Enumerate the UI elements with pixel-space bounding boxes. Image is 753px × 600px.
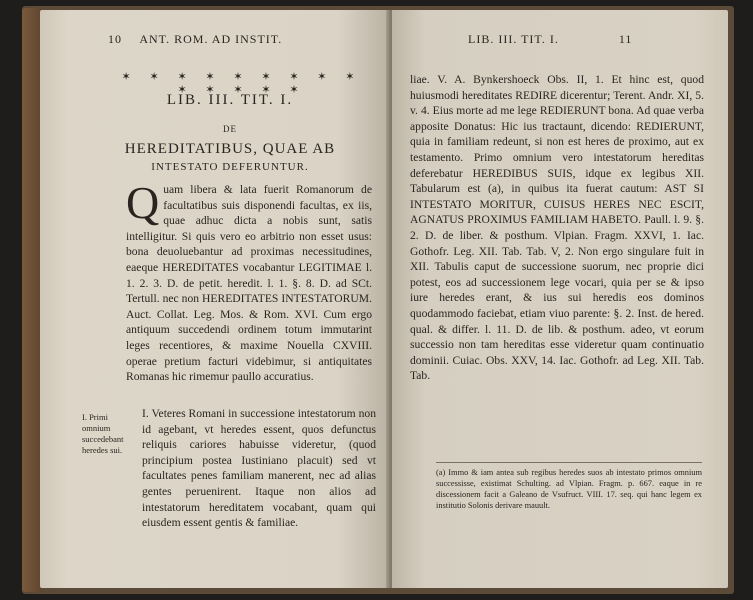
book-title: LIB. III. TIT. I.: [166, 92, 294, 108]
chapter-heading: [80, 140, 380, 176]
right-running-header: [468, 32, 632, 47]
drop-cap: Q: [126, 177, 160, 228]
margin-note: I. Primi omnium succedebant heredes sui.: [82, 412, 124, 455]
chapter-heading-line2: INTESTATO DEFERUNTUR.: [151, 161, 309, 173]
footnote: (a) Immo & iam antea sub regibus heredes suos ab intestato primos omnium successisse, existimat Schulting. ad Vlpian. Fragm. p. 667. eaque in re discessionem facit a Galeano de Vsufruct. VIII. 17. seq. qui hanc legem ex institutio Solonis derivare mauult.: [436, 462, 702, 511]
heading-de: DE: [223, 124, 237, 134]
right-page-number: 11: [618, 32, 633, 46]
left-running-head: ANT. ROM. AD INSTIT.: [139, 32, 283, 46]
right-running-head: LIB. III. TIT. I.: [468, 32, 559, 46]
left-page: [40, 10, 390, 588]
left-running-header: [108, 32, 282, 47]
ornament-row: ✶ ✶ ✶ ✶ ✶ ✶ ✶ ✶ ✶ ✶ ✶ ✶ ✶ ✶: [121, 71, 363, 96]
intro-paragraph: [126, 177, 372, 385]
chapter-heading-line1: HEREDITATIBUS, QUAE AB: [124, 141, 336, 157]
intro-text: uam libera & lata fuerit Romanorum de facultatibus suis disponendi facultas, ex iis, quae adhuc dicta a nobis sunt, satis intelligitur. Si quis vero eo arbitrio non esset usus: bona deuoluebantur ad proximas necessitudines, eaeque HEREDITATES vocabantur LEGITIMAE l. 1. 2. 3. D. de petit. heredit. l. 1. §. 8. D. ad SCt. Tertull. nec non HEREDITATES INTESTATORUM. Auct. Collat. Leg. Mos. & Rom. XVI. Cum ergo antiquum succedendi ordinem totum immutarint leges recentiores, & maxime Nouella CXVIII. operae pretium facturi videbimur, si antiquitates Romanas hic rimemur paullo accuratius.: [126, 183, 372, 384]
left-page-number: 10: [108, 32, 122, 46]
section-1-paragraph: I. Veteres Romani in successione intestatorum non id agebant, vt heredes essent, quos defunctus reliquis cariores habuisse videretur, (quod principium postea Iustiniano placuit) sed vt facultates penes familiam manerent, nec ad alias gentes peruenirent. Itaque non alios ad intestatorum hereditatem vocabant, quam qui eiusdem essent gentis & familiae.: [142, 407, 376, 530]
book-cover-edge: [22, 8, 42, 592]
right-body-text: liae. V. A. Bynkershoeck Obs. II, 1. Et hinc est, quod huiusmodi hereditates REDIRE dicerentur; Terent. Andr. XI, 5. v. 4. Eius morte ad me lege REDIERUNT bona. Ad quae verba apposite Donatus: Hic ius tractaunt, dicendo: REDIERUNT, quia in familiam redeunt, si non est heres de proximo, aut ex testamento. Primo omnium vero intestatorum hereditas deferebatur HEREDIBUS SUIS, idque ex legibus XII. Tabularum est (a), in quibus ita fuerat cautum: AST SI INTESTATO MORITUR, CUISUS HERES NEC ESCIT, AGNATUS PROXIMUS FAMILIAM HABETO. Paull. l. 9. §. 2. D. de liber. & posthum. Vlpian. Fragm. XXVI, 1. Iac. Gothofr. Leg. XII. Tab. Tab. V, 2. Non ergo singulare fuit in XII. Tabulis caput de successione suorum, nec proprie dici potest, eos ad successionem lege vocari, quia per se & ipso iure heredes erant, & ius sui heredis eos dominos quodammodo faciebat, etiam viuo parente: §. 2. Inst. de hered. qual. & differ. l. 11. D. de lib. & posthum. adeo, vt eorum successio non tam hereditas esse videretur quam continuatio dominii. Cuiac. Obs. XXV, 14. Iac. Gothofr. ad Leg. XII. Tab. Tab.: [410, 73, 704, 383]
right-page: [392, 10, 728, 588]
